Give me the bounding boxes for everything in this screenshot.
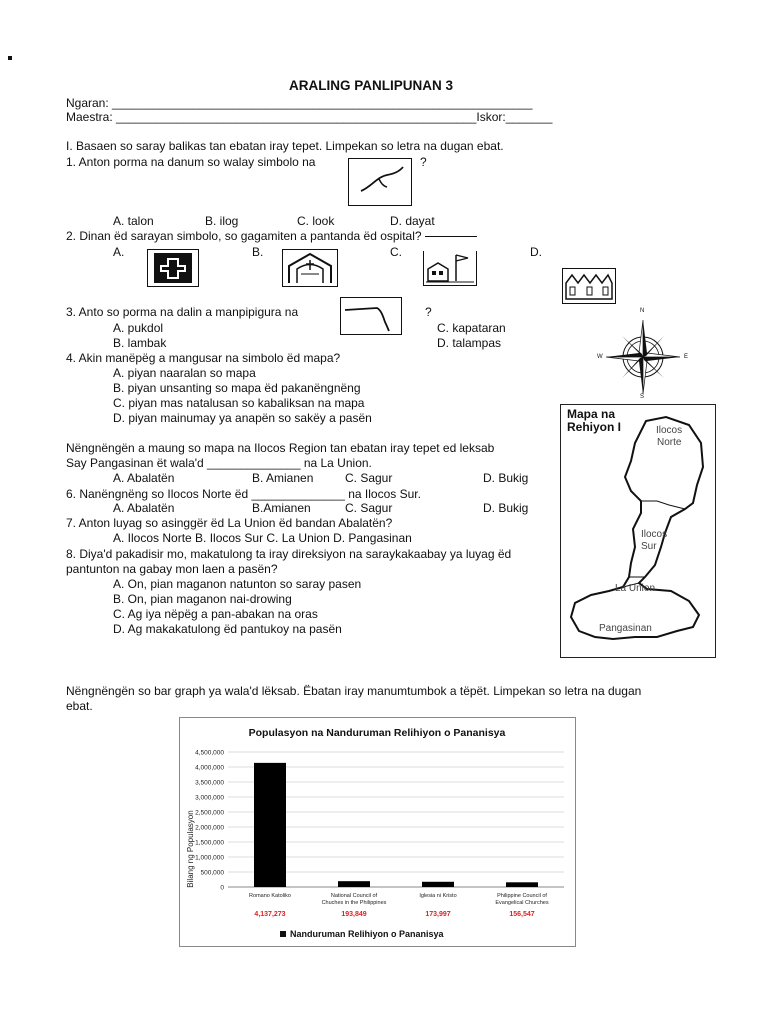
part1-instruction: I. Basaen so saray balikas tan ebatan iray tepet. Limpekan so letra na dugan ebat. bbox=[66, 139, 504, 153]
y-tick-label: 1,000,000 bbox=[195, 854, 224, 862]
q1-option-d[interactable]: D. dayat bbox=[390, 214, 435, 228]
x-tick-label: National Council of bbox=[330, 893, 378, 899]
q1-text: 1. Anton porma na danum so walay simbolo na bbox=[66, 155, 316, 169]
q8-text-line2: pantunton na gabay mon laen a pasën? bbox=[66, 562, 278, 576]
q6-text: 6. Nanëngnëng so Ilocos Norte ëd ______________ na Ilocos Sur. bbox=[66, 487, 421, 501]
q5-option-d[interactable]: D. Bukig bbox=[483, 471, 529, 485]
q4-option-c[interactable]: C. piyan mas natalusan so kabaliksan na mapa bbox=[113, 396, 365, 410]
bar bbox=[254, 763, 286, 887]
q4-option-d[interactable]: D. piyan mainumay ya anapën so sakëy a pasën bbox=[113, 411, 372, 425]
data-label: 193,849 bbox=[341, 911, 367, 918]
q8-option-b[interactable]: B. On, pian maganon nai-drowing bbox=[113, 592, 292, 606]
compass-west-label: W bbox=[597, 354, 603, 360]
y-tick-label: 4,000,000 bbox=[195, 764, 224, 772]
y-tick-label: 2,500,000 bbox=[195, 809, 224, 817]
q8-option-c[interactable]: C. Ag iya nëpëg a pan-abakan na oras bbox=[113, 607, 318, 621]
data-label: 156,547 bbox=[509, 911, 535, 918]
y-tick-label: 0 bbox=[220, 884, 224, 892]
bar bbox=[422, 882, 454, 887]
legend-swatch bbox=[280, 931, 286, 937]
q2-option-a[interactable]: A. bbox=[113, 245, 125, 259]
q4-option-a[interactable]: A. piyan naaralan so mapa bbox=[113, 366, 256, 380]
q5-text: Say Pangasinan ët wala'd ______________ na La Union. bbox=[66, 456, 372, 470]
y-tick-label: 2,000,000 bbox=[195, 824, 224, 832]
graph-instruction-line2: ebat. bbox=[66, 699, 93, 713]
x-tick-label: Evangelical Churches bbox=[495, 900, 549, 906]
map-title-line1: Mapa na bbox=[567, 407, 616, 421]
bullet-mark bbox=[8, 56, 12, 60]
name-field[interactable]: Ngaran: _______________________________________________________________ bbox=[66, 96, 533, 110]
compass-north-label: N bbox=[640, 308, 645, 314]
q4-option-b[interactable]: B. piyan unsanting so mapa ëd pakanëngnëng bbox=[113, 381, 361, 395]
q2-option-c[interactable]: C. bbox=[390, 245, 402, 259]
teacher-score-field[interactable]: Maestra: ______________________________________________________Iskor:_______ bbox=[66, 110, 553, 124]
x-tick-label: Romano Katoliko bbox=[249, 893, 291, 899]
x-tick-label: Chuches in the Philippines bbox=[321, 900, 387, 906]
q7-text: 7. Anton luyag so asinggër ëd La Union ëd bandan Abalatën? bbox=[66, 516, 393, 530]
q3-qmark: ? bbox=[425, 305, 432, 319]
q6-option-a[interactable]: A. Abalatën bbox=[113, 501, 175, 515]
q4-text: 4. Akin manëpëg a mangusar na simbolo ëd mapa? bbox=[66, 351, 341, 365]
bar-chart bbox=[179, 717, 576, 947]
q8-text-line1: 8. Diya'd pakadisir mo, makatulong ta iray direksiyon na saraykakaabay ya luyag ëd bbox=[66, 547, 512, 561]
map-label-pangasinan: Pangasinan bbox=[599, 623, 652, 634]
map-label-ilocos-norte-1: Ilocos bbox=[656, 425, 683, 436]
school-icon-top-line bbox=[425, 236, 477, 237]
q3-option-c[interactable]: C. kapataran bbox=[437, 321, 506, 335]
bar-chart-svg bbox=[180, 718, 575, 946]
hospital-cross-icon[interactable] bbox=[147, 249, 199, 287]
map-label-la-union: La Union bbox=[615, 583, 656, 594]
q1-option-c[interactable]: C. look bbox=[297, 214, 335, 228]
chart-title: Populasyon na Nanduruman Relihiyon o Pananisya bbox=[248, 727, 506, 739]
q2-option-d[interactable]: D. bbox=[530, 245, 542, 259]
q5-option-c[interactable]: C. Sagur bbox=[345, 471, 393, 485]
q2-option-b[interactable]: B. bbox=[252, 245, 264, 259]
map-label-ilocos-sur-1: Ilocos bbox=[641, 529, 668, 540]
data-label: 4,137,273 bbox=[254, 911, 286, 918]
map-label-ilocos-sur-2: Sur bbox=[641, 541, 657, 552]
compass-south-label: S bbox=[640, 394, 645, 400]
q3-option-b[interactable]: B. lambak bbox=[113, 336, 167, 350]
map-section-intro: Nëngnëngën a maung so mapa na Ilocos Region tan ebatan iray tepet ed leksab bbox=[66, 441, 495, 455]
q1-option-b[interactable]: B. ilog bbox=[205, 214, 239, 228]
y-tick-label: 500,000 bbox=[200, 869, 224, 877]
y-axis-label: Bilang ng Populasyon bbox=[186, 810, 195, 888]
school-flag-icon[interactable] bbox=[423, 251, 477, 286]
q1-qmark: ? bbox=[420, 155, 427, 169]
y-tick-label: 3,000,000 bbox=[195, 794, 224, 802]
region-map-outline bbox=[561, 405, 715, 657]
map-title-line2: Rehiyon I bbox=[567, 420, 622, 434]
y-tick-label: 3,500,000 bbox=[195, 779, 224, 787]
compass-east-label: E bbox=[684, 354, 689, 360]
graph-instruction-line1: Nëngnëngën so bar graph ya wala'd lëksab. Ëbatan iray manumtumbok a tëpët. Limpekan so letra na dugan bbox=[66, 684, 642, 698]
q8-option-a[interactable]: A. On, pian maganon natunton so saray pasen bbox=[113, 577, 362, 591]
q8-option-d[interactable]: D. Ag makakatulong ëd pantukoy na pasën bbox=[113, 622, 342, 636]
q6-option-c[interactable]: C. Sagur bbox=[345, 501, 393, 515]
q3-option-d[interactable]: D. talampas bbox=[437, 336, 502, 350]
q3-text: 3. Anto so porma na dalin a manpipigura na bbox=[66, 305, 299, 319]
houses-icon[interactable] bbox=[562, 268, 616, 304]
region-map bbox=[560, 404, 716, 658]
data-label: 173,997 bbox=[425, 911, 451, 918]
q6-option-b[interactable]: B.Amianen bbox=[252, 501, 311, 515]
page-title: ARALING PANLIPUNAN 3 bbox=[289, 78, 454, 93]
legend-label: Nanduruman Relihiyon o Pananisya bbox=[290, 929, 444, 939]
q6-option-d[interactable]: D. Bukig bbox=[483, 501, 529, 515]
y-tick-label: 4,500,000 bbox=[195, 749, 224, 757]
q2-text-bound: 2. Dinan ëd sarayan simbolo, so gagamiten a pantanda ëd ospital? bbox=[66, 229, 422, 243]
q7-options[interactable]: A. Ilocos Norte B. Ilocos Sur C. La Union D. Pangasinan bbox=[113, 531, 412, 545]
map-label-ilocos-norte-2: Norte bbox=[657, 437, 682, 448]
x-tick-label: Iglesia ni Kristo bbox=[419, 893, 457, 899]
cliff-symbol-icon bbox=[340, 297, 402, 335]
y-tick-label: 1,500,000 bbox=[195, 839, 224, 847]
q3-option-a[interactable]: A. pukdol bbox=[113, 321, 164, 335]
x-tick-label: Philippine Council of bbox=[497, 893, 547, 899]
church-building-icon[interactable] bbox=[282, 249, 338, 287]
river-symbol-icon bbox=[348, 158, 412, 206]
bar bbox=[338, 881, 370, 887]
bar bbox=[506, 882, 538, 887]
q5-option-a[interactable]: A. Abalatën bbox=[113, 471, 175, 485]
q5-option-b[interactable]: B. Amianen bbox=[252, 471, 314, 485]
q1-option-a[interactable]: A. talon bbox=[113, 214, 154, 228]
compass-rose-icon bbox=[596, 308, 690, 400]
